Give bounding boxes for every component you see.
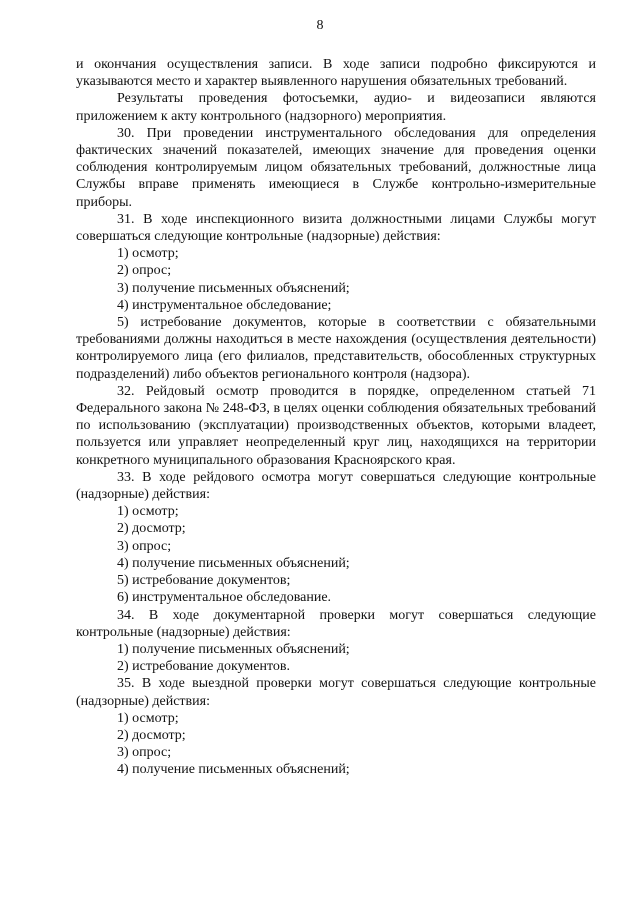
list-item: 1) осмотр; bbox=[117, 710, 179, 726]
list-item: 2) досмотр; bbox=[117, 727, 186, 743]
list-item: 3) опрос; bbox=[117, 745, 172, 761]
list-item: 5) истребование документов, которые в соответствии с обязательными требованиями должны находиться в месте нахождения (осуществления деятельности) контролируемого лица (его филиалов, представительств, обособленных структурных подразделений) либо объектов регионального контроля (надзора). bbox=[76, 315, 596, 382]
paragraph-results-attachment: Результаты проведения фотосъемки, аудио- и видеозаписи являются приложением к акту контрольного (надзорного) мероприятия. bbox=[76, 91, 596, 124]
list-item: 2) опрос; bbox=[117, 263, 172, 279]
paragraph-34: 34. В ходе документарной проверки могут совершаться следующие контрольные (надзорные) действия: bbox=[76, 607, 596, 640]
list-item: 1) осмотр; bbox=[117, 246, 179, 262]
list-item: 4) получение письменных объяснений; bbox=[117, 762, 350, 778]
paragraph-35: 35. В ходе выездной проверки могут совершаться следующие контрольные (надзорные) действия: bbox=[76, 676, 596, 709]
list-item: 1) осмотр; bbox=[117, 504, 179, 520]
list-item: 3) получение письменных объяснений; bbox=[117, 280, 350, 296]
list-item: 2) досмотр; bbox=[117, 521, 186, 537]
list-item: 4) инструментальное обследование; bbox=[117, 297, 332, 313]
page-number: 8 bbox=[316, 18, 324, 33]
paragraph-32: 32. Рейдовый осмотр проводится в порядке, определенном статьей 71 Федерального закона № 248-ФЗ, в целях оценки соблюдения обязательных требований по использованию (эксплуатации) производственных объектов, которыми владеет, пользуется или управляет неопределенный круг лиц, находящихся на территории конкретного муниципального образования Красноярского края. bbox=[76, 383, 596, 468]
paragraph-30: 30. При проведении инструментального обследования для определения фактических значений показателей, имеющих значение для проведения оценки соблюдения контролируемым лицом обязательных требований, должностные лица Службы вправе применять имеющиеся в Службе контрольно-измерительные приборы. bbox=[76, 125, 596, 210]
paragraph-33: 33. В ходе рейдового осмотра могут совершаться следующие контрольные (надзорные) действия: bbox=[76, 469, 596, 503]
paragraph-31: 31. В ходе инспекционного визита должностными лицами Службы могут совершаться следующие контрольные (надзорные) действия: bbox=[76, 211, 596, 245]
list-item: 4) получение письменных объяснений; bbox=[117, 555, 350, 571]
paragraph-continuation: и окончания осуществления записи. В ходе записи подробно фиксируются и указываются место и характер выявленного нарушения обязательных требований. bbox=[76, 57, 596, 90]
list-item: 1) получение письменных объяснений; bbox=[117, 641, 350, 657]
list-item: 3) опрос; bbox=[117, 538, 172, 554]
document-body bbox=[76, 56, 596, 779]
list-item: 2) истребование документов. bbox=[117, 659, 290, 675]
list-item: 5) истребование документов; bbox=[117, 573, 291, 589]
list-item: 6) инструментальное обследование. bbox=[117, 590, 332, 606]
